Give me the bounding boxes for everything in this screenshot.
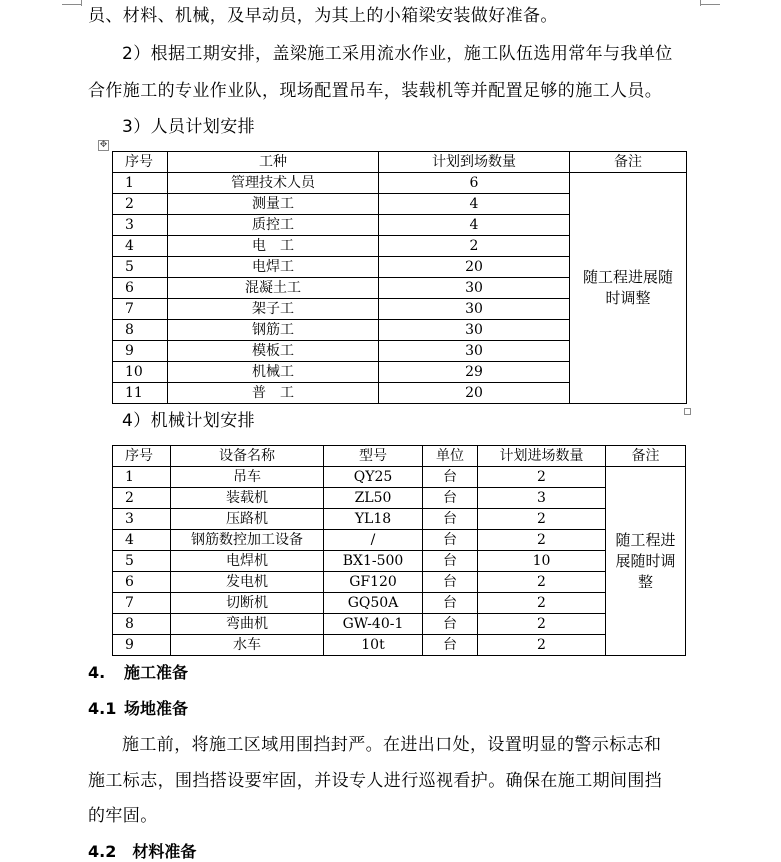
row-number: 10 (113, 362, 168, 383)
unit: 台 (423, 635, 478, 656)
table-header-cell: 型号 (324, 446, 423, 467)
unit: 台 (423, 488, 478, 509)
paragraph-line: 施工前，将施工区域用围挡封严。在进出口处，设置明显的警示标志和 (122, 735, 662, 755)
row-number: 5 (113, 257, 168, 278)
planned-quantity: 2 (478, 572, 606, 593)
table-row (113, 551, 686, 572)
paragraph-line: 的牢固。 (88, 806, 158, 826)
equipment-model: BX1-500 (324, 551, 423, 572)
crop-mark-top-left (62, 0, 82, 5)
equipment-name: 电焊机 (171, 551, 324, 572)
subsection-heading-partial: 4.2 材料准备 (88, 842, 197, 861)
equipment-name: 压路机 (171, 509, 324, 530)
equipment-model: YL18 (324, 509, 423, 530)
row-number: 5 (113, 551, 171, 572)
planned-quantity: 30 (379, 299, 570, 320)
crop-mark-top-right (700, 0, 720, 5)
table-row (113, 173, 687, 194)
unit: 台 (423, 530, 478, 551)
planned-quantity: 30 (379, 341, 570, 362)
equipment-name: 弯曲机 (171, 614, 324, 635)
table-row (113, 530, 686, 551)
planned-quantity: 2 (379, 236, 570, 257)
section-title: 施工准备 (124, 663, 189, 682)
equipment-model: GF120 (324, 572, 423, 593)
planned-quantity: 29 (379, 362, 570, 383)
planned-quantity: 2 (478, 530, 606, 551)
planned-quantity: 4 (379, 194, 570, 215)
row-number: 9 (113, 635, 171, 656)
planned-quantity: 6 (379, 173, 570, 194)
planned-quantity: 2 (478, 635, 606, 656)
work-type: 架子工 (168, 299, 379, 320)
unit: 台 (423, 509, 478, 530)
work-type: 测量工 (168, 194, 379, 215)
equipment-model: GQ50A (324, 593, 423, 614)
planned-quantity: 3 (478, 488, 606, 509)
table-header-cell: 序号 (113, 446, 171, 467)
subsection-heading (88, 699, 188, 719)
paragraph-line: 2）根据工期安排，盖梁施工采用流水作业，施工队伍选用常年与我单位 (122, 44, 673, 64)
table-move-icon[interactable]: ✥ (99, 140, 108, 150)
planned-quantity: 30 (379, 278, 570, 299)
remark-line: 随工程进展随 (582, 268, 673, 286)
row-number: 7 (113, 299, 168, 320)
row-number: 2 (113, 194, 168, 215)
unit: 台 (423, 551, 478, 572)
work-type: 质控工 (168, 215, 379, 236)
work-type: 电焊工 (168, 257, 379, 278)
table-header-cell: 设备名称 (171, 446, 324, 467)
row-number: 4 (113, 236, 168, 257)
row-number: 3 (113, 215, 168, 236)
table-row (113, 614, 686, 635)
work-type: 钢筋工 (168, 320, 379, 341)
remark-cell (606, 467, 686, 656)
table-header-cell: 工种 (168, 152, 379, 173)
row-number: 1 (113, 467, 171, 488)
equipment-model: ZL50 (324, 488, 423, 509)
paragraph-line: 合作施工的专业作业队，现场配置吊车，装载机等并配置足够的施工人员。 (88, 81, 663, 101)
table-row (113, 467, 686, 488)
section-number: 4.1 (88, 699, 117, 718)
equipment-name: 水车 (171, 635, 324, 656)
row-number: 1 (113, 173, 168, 194)
subheading-personnel: 3）人员计划安排 (122, 117, 256, 137)
planned-quantity: 20 (379, 257, 570, 278)
planned-quantity: 2 (478, 593, 606, 614)
row-number: 4 (113, 530, 171, 551)
remark-line: 随工程进 (615, 530, 676, 549)
row-number: 11 (113, 383, 168, 404)
table-row (113, 635, 686, 656)
planned-quantity: 2 (478, 467, 606, 488)
planned-quantity: 2 (478, 614, 606, 635)
table-header-row (113, 446, 686, 467)
row-number: 3 (113, 509, 171, 530)
table-header-row (113, 152, 687, 173)
work-type: 混凝土工 (168, 278, 379, 299)
planned-quantity: 4 (379, 215, 570, 236)
planned-quantity: 30 (379, 320, 570, 341)
equipment-name: 发电机 (171, 572, 324, 593)
unit: 台 (423, 467, 478, 488)
remark-cell (570, 173, 687, 404)
planned-quantity: 20 (379, 383, 570, 404)
unit: 台 (423, 593, 478, 614)
equipment-name: 装载机 (171, 488, 324, 509)
equipment-name: 切断机 (171, 593, 324, 614)
row-number: 6 (113, 572, 171, 593)
row-number: 9 (113, 341, 168, 362)
table-header-cell: 单位 (423, 446, 478, 467)
row-number: 8 (113, 320, 168, 341)
table-row (113, 572, 686, 593)
planned-quantity: 2 (478, 509, 606, 530)
remark-line: 展随时调 (615, 551, 676, 570)
table-header-cell: 计划进场数量 (478, 446, 606, 467)
table-header-cell: 备注 (606, 446, 686, 467)
equipment-model: GW-40-1 (324, 614, 423, 635)
work-type: 机械工 (168, 362, 379, 383)
work-type: 普 工 (168, 383, 379, 404)
remark-line: 时调整 (605, 289, 651, 307)
equipment-name: 吊车 (171, 467, 324, 488)
row-number: 6 (113, 278, 168, 299)
section-number: 4. (88, 663, 106, 682)
planned-quantity: 10 (478, 551, 606, 572)
row-number: 2 (113, 488, 171, 509)
table-header-cell: 备注 (570, 152, 687, 173)
equipment-model: 10t (324, 635, 423, 656)
personnel-table (112, 151, 687, 404)
subheading-machinery: 4）机械计划安排 (122, 411, 256, 431)
row-number: 8 (113, 614, 171, 635)
equipment-model: QY25 (324, 467, 423, 488)
work-type: 管理技术人员 (168, 173, 379, 194)
table-header-cell: 计划到场数量 (379, 152, 570, 173)
table-header-cell: 序号 (113, 152, 168, 173)
unit: 台 (423, 572, 478, 593)
section-title: 场地准备 (124, 699, 189, 718)
table-row (113, 488, 686, 509)
row-number: 7 (113, 593, 171, 614)
unit: 台 (423, 614, 478, 635)
table-row (113, 509, 686, 530)
work-type: 电 工 (168, 236, 379, 257)
remark-line: 整 (637, 572, 653, 591)
work-type: 模板工 (168, 341, 379, 362)
equipment-model: / (324, 530, 423, 551)
paragraph-line: 员、材料、机械，及早动员，为其上的小箱梁安装做好准备。 (88, 6, 558, 26)
crop-mark-top-left-vertical (81, 0, 83, 6)
table-row (113, 593, 686, 614)
machinery-table (112, 445, 686, 656)
section-heading (88, 663, 188, 683)
equipment-name: 钢筋数控加工设备 (171, 530, 324, 551)
paragraph-line: 施工标志，围挡搭设要牢固，并设专人进行巡视看护。确保在施工期间围挡 (88, 771, 663, 791)
